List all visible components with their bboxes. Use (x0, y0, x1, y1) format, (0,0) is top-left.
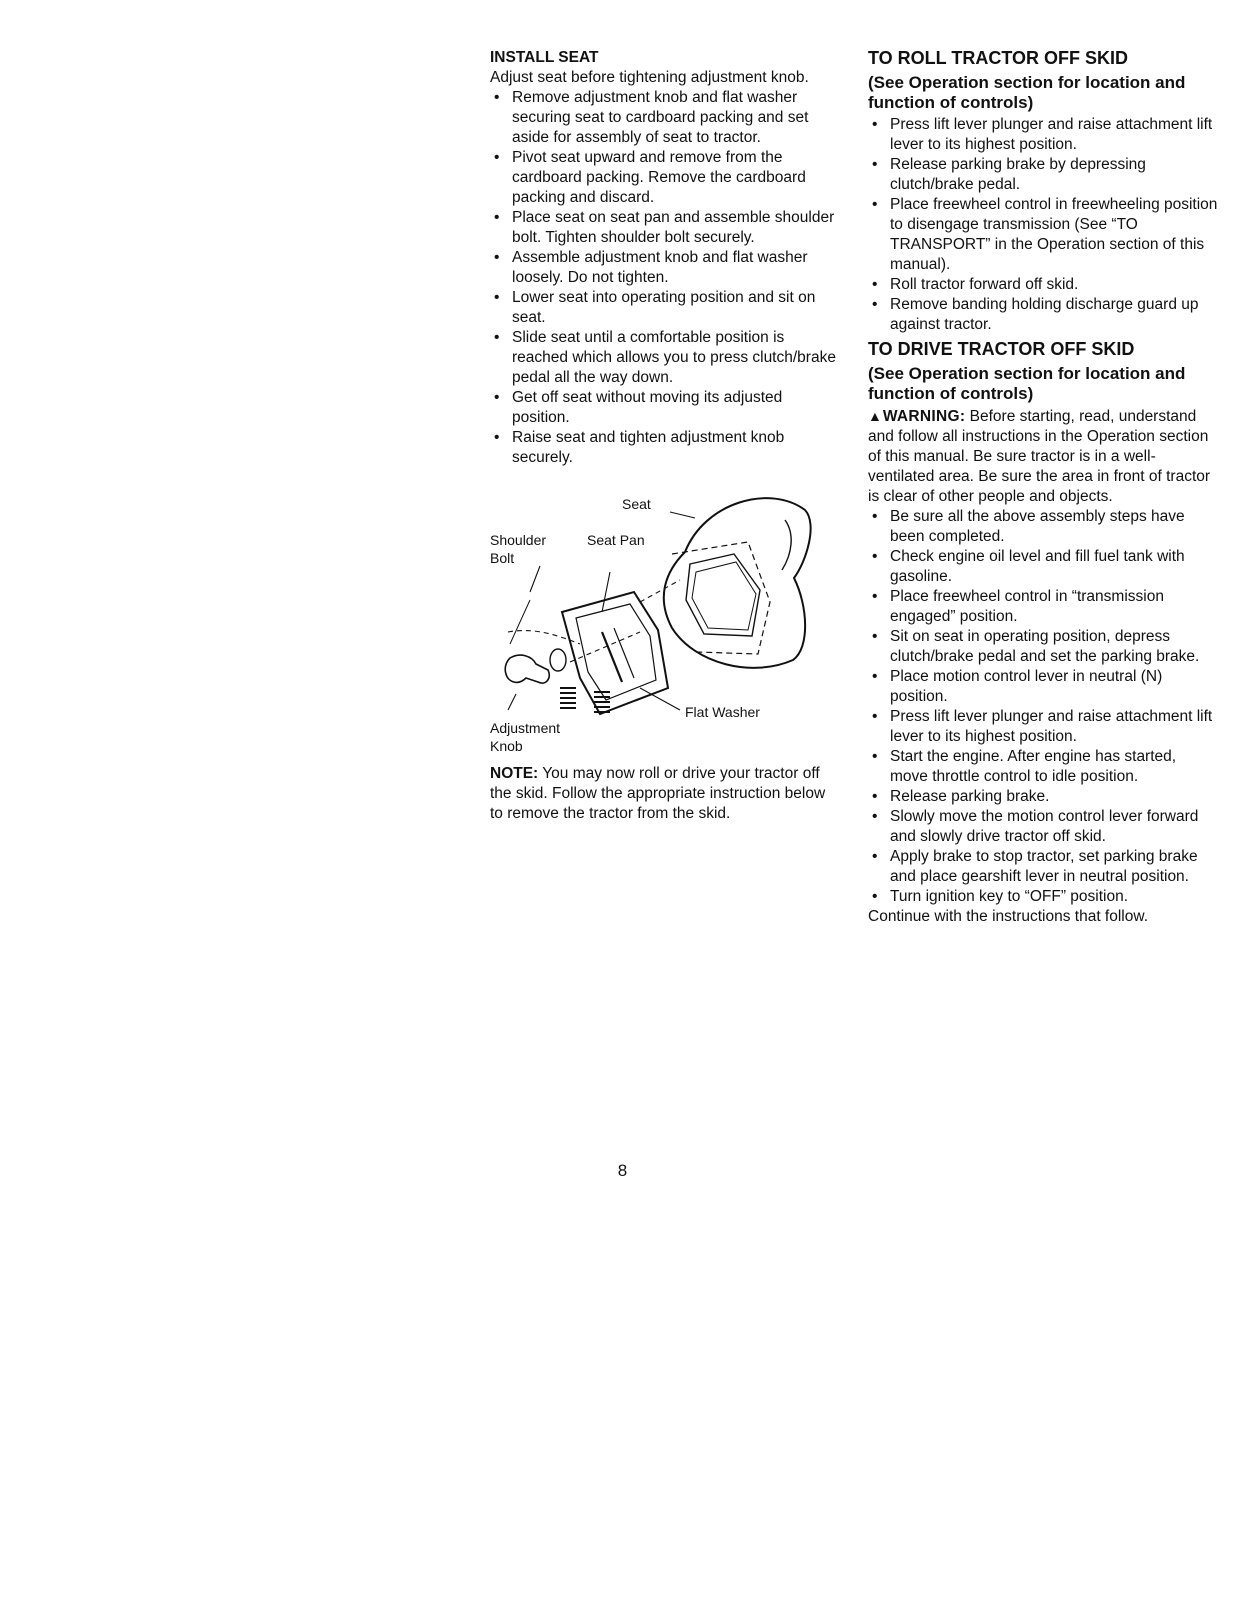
warning-triangle-icon: ▲ (868, 408, 882, 424)
list-item: • Release parking brake by depressing clutch/brake pedal. (868, 155, 1218, 195)
install-seat-steps (490, 88, 840, 468)
roll-off-subtitle: (See Operation section for location and function of controls) (868, 73, 1186, 112)
drive-off-subtitle: (See Operation section for location and function of controls) (868, 364, 1186, 403)
seat-label: Seat (622, 496, 651, 512)
page-number: 8 (617, 1161, 628, 1180)
knob-label: Knob (490, 738, 523, 754)
list-item: • Lower seat into operating position and sit on seat. (490, 288, 840, 328)
list-item: • Sit on seat in operating position, depress clutch/brake pedal and set the parking brake. (868, 627, 1218, 667)
list-item: • Remove adjustment knob and flat washer securing seat to cardboard packing and set aside for assembly of seat to tractor. (490, 88, 840, 148)
note-paragraph (490, 764, 840, 824)
list-item: • Place motion control lever in neutral (N) position. (868, 667, 1218, 707)
note-label: NOTE: (490, 765, 539, 782)
list-item: • Remove banding holding discharge guard up against tractor. (868, 295, 1218, 335)
list-item: • Turn ignition key to “OFF” position. (868, 887, 1218, 907)
list-item: • Slide seat until a comfortable position is reached which allows you to press clutch/brake pedal all the way down. (490, 328, 840, 388)
list-item: • Pivot seat upward and remove from the cardboard packing. Remove the cardboard packing and discard. (490, 148, 840, 208)
seat-pan-label: Seat Pan (587, 532, 645, 548)
list-item: • Check engine oil level and fill fuel tank with gasoline. (868, 547, 1218, 587)
list-item: • Slowly move the motion control lever forward and slowly drive tractor off skid. (868, 807, 1218, 847)
list-item: • Be sure all the above assembly steps have been completed. (868, 507, 1218, 547)
closing-line: Continue with the instructions that follow. (868, 908, 1149, 925)
list-item: • Press lift lever plunger and raise attachment lift lever to its highest position. (868, 707, 1218, 747)
seat-assembly-figure (490, 482, 840, 752)
install-seat-heading: INSTALL SEAT (490, 49, 599, 66)
adjustment-label: Adjustment (490, 720, 561, 736)
right-column (868, 48, 1218, 927)
roll-off-title: TO ROLL TRACTOR OFF SKID (868, 48, 1128, 68)
list-item: • Place seat on seat pan and assemble shoulder bolt. Tighten shoulder bolt securely. (490, 208, 840, 248)
warning-label: WARNING: (882, 408, 966, 425)
list-item: • Release parking brake. (868, 787, 1218, 807)
list-item: • Assemble adjustment knob and flat washer loosely. Do not tighten. (490, 248, 840, 288)
drive-off-steps (868, 507, 1218, 907)
warning-paragraph (868, 406, 1218, 507)
list-item: • Place freewheel control in “transmission engaged” position. (868, 587, 1218, 627)
roll-off-steps (868, 115, 1218, 335)
warning-text: Before starting, read, understand and follow all instructions in the Operation section of this manual. Be sure tractor is in a well-ventilated area. Be sure the area in front of tractor is clear of other people and objects. (868, 408, 1211, 505)
list-item: • Roll tractor forward off skid. (868, 275, 1218, 295)
shoulder-label: Shoulder (490, 532, 547, 548)
list-item: • Start the engine. After engine has started, move throttle control to idle position. (868, 747, 1218, 787)
note-text: You may now roll or drive your tractor off the skid. Follow the appropriate instruction below to remove the tractor from the skid. (490, 765, 826, 822)
bolt-label: Bolt (490, 550, 515, 566)
list-item: • Press lift lever plunger and raise attachment lift lever to its highest position. (868, 115, 1218, 155)
install-seat-intro: Adjust seat before tightening adjustment knob. (490, 69, 809, 86)
flat-washer-label: Flat Washer (685, 704, 760, 720)
seat-assembly-drawing (490, 482, 840, 752)
list-item: • Apply brake to stop tractor, set parking brake and place gearshift lever in neutral position. (868, 847, 1218, 887)
drive-off-title: TO DRIVE TRACTOR OFF SKID (868, 339, 1135, 359)
list-item: • Raise seat and tighten adjustment knob securely. (490, 428, 840, 468)
list-item: • Get off seat without moving its adjusted position. (490, 388, 840, 428)
left-column (490, 48, 840, 824)
list-item: • Place freewheel control in freewheeling position to disengage transmission (See “TO TRANSPORT” in the Operation section of this manual). (868, 195, 1218, 275)
